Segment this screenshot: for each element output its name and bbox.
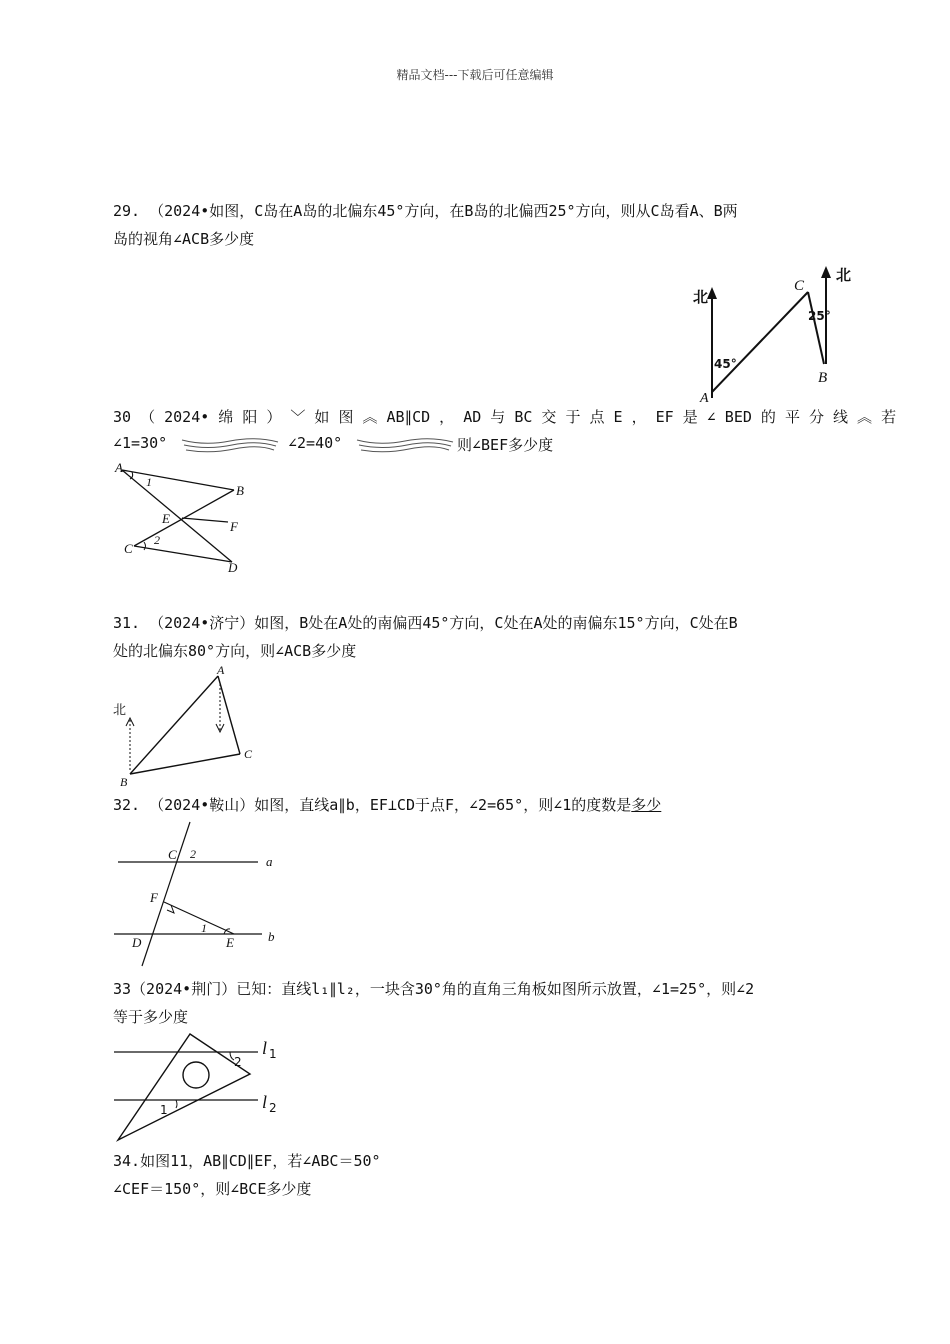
q30-wave-mark-2	[355, 436, 455, 454]
q29-angle-b: 25°	[808, 309, 831, 323]
q32-label-b: b	[268, 929, 275, 944]
q33-label-2: 2	[234, 1055, 242, 1069]
q31-figure	[110, 662, 260, 792]
q30-label-2: 2	[154, 533, 160, 547]
q31-label-c: C	[244, 747, 253, 761]
q29-arrowhead-b	[821, 266, 831, 278]
q32-text-main: 32. （2024•鞍山）如图，直线a∥b，EF⊥CD于点F，∠2=65°，则∠1的度数是	[113, 796, 632, 814]
q33-label-l1-sub: 1	[269, 1047, 277, 1061]
q32-label-a: a	[266, 854, 273, 869]
q32-text-line1	[113, 794, 661, 815]
q30-label-b: B	[236, 483, 244, 498]
q29-figure	[690, 262, 860, 406]
q29-angle-a: 45°	[714, 357, 737, 371]
q31-label-a: A	[217, 663, 225, 677]
q33-arc-1	[176, 1100, 177, 1108]
q30-line-cd	[134, 546, 232, 562]
q34-text-line1: 34.如图11，AB∥CD∥EF，若∠ABC＝50°	[113, 1152, 381, 1170]
q34-text-line2: ∠CEF＝150°，则∠BCE多少度	[113, 1180, 312, 1198]
q33-triangle-hole	[183, 1062, 209, 1088]
q32-label-1: 1	[201, 921, 207, 935]
q30-line-ab	[122, 470, 234, 490]
q33-label-1: 1	[160, 1103, 168, 1117]
q31-line-ab	[130, 676, 218, 774]
q30-label-a: A	[115, 460, 123, 475]
q30-label-e: E	[162, 511, 170, 526]
q31-text-line2: 处的北偏东80°方向，则∠ACB多少度	[113, 642, 357, 660]
q31-line-bc	[130, 754, 240, 774]
q29-segment-ac	[712, 292, 808, 392]
q30-label-f: F	[230, 519, 238, 534]
q30-text-line2a: ∠1=30°	[113, 434, 168, 452]
q33-label-l2-sub: 2	[269, 1101, 277, 1115]
q33-label-l2: l	[262, 1092, 268, 1112]
q29-label-a: A	[700, 391, 709, 406]
q33-figure	[112, 1030, 287, 1146]
q30-line-ef	[182, 518, 228, 522]
q32-label-e: E	[226, 935, 234, 950]
q33-triangle	[118, 1034, 250, 1140]
q29-label-b: B	[818, 370, 828, 386]
q30-wave-mark-1	[180, 436, 280, 454]
q32-line-fe	[164, 902, 234, 934]
q30-figure	[112, 460, 262, 580]
q31-text-line1: 31. （2024•济宁）如图，B处在A处的南偏西45°方向，C处在A处的南偏东15°方向，C处在B	[113, 614, 738, 632]
q30-line-ad	[122, 470, 232, 562]
page-header: 精品文档---下载后可任意编辑	[396, 68, 554, 82]
q30-arc-2	[144, 542, 146, 550]
q32-label-f: F	[150, 890, 158, 905]
q29-text-line1: 29. （2024•如图，C岛在A岛的北偏东45°方向，在B岛的北偏西25°方向，则从C岛看A、B两	[113, 202, 738, 220]
q29-arrowhead-a	[707, 287, 717, 299]
q31-label-north: 北	[113, 703, 127, 718]
q33-text-line2: 等于多少度	[113, 1008, 189, 1026]
q29-text-line2: 岛的视角∠ACB多少度	[113, 230, 255, 248]
q29-label-north1: 北	[693, 288, 709, 306]
q33-label-l1: l	[262, 1038, 268, 1058]
q30-text-line1: 30 （ 2024• 绵 阳 ） ﹀ 如 图 ︽ AB∥CD ， AD 与 BC 交 于 点 E ， EF 是 ∠ BED 的 平 分 线 ︽ 若	[113, 408, 897, 426]
q33-text-line1: 33（2024•荆门）已知：直线l₁∥l₂，一块含30°角的直角三角板如图所示放置，∠1=25°，则∠2	[113, 980, 755, 998]
q32-label-c: C	[168, 847, 177, 862]
q32-label-d: D	[132, 935, 142, 950]
q29-label-north2: 北	[836, 266, 852, 284]
q30-text-line2c: 则∠BEF多少度	[457, 436, 554, 454]
q32-figure	[112, 820, 282, 970]
q31-label-b: B	[120, 775, 128, 789]
q30-label-d: D	[228, 560, 238, 575]
q29-segment-cb	[808, 292, 824, 364]
q31-line-ac	[218, 676, 240, 754]
q29-label-c: C	[794, 278, 805, 294]
q32-label-2: 2	[190, 847, 196, 861]
q30-label-c: C	[124, 541, 133, 556]
q30-label-1: 1	[146, 475, 152, 489]
q30-text-line2b: ∠2=40°	[288, 434, 343, 452]
q32-text-tail: 多少	[631, 796, 662, 814]
